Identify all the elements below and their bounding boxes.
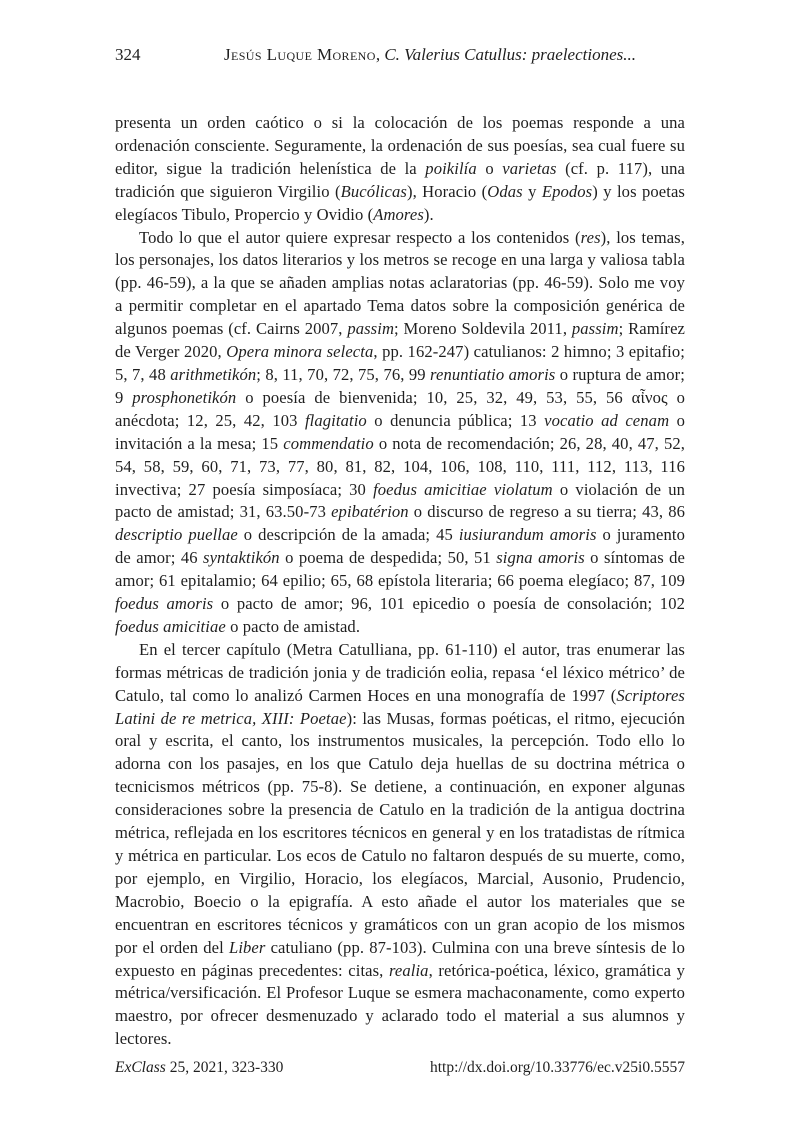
paragraph-third-chapter: En el tercer capítulo (Metra Catulliana, pp. 61-110) el autor, tras enumerar las formas métricas de tradición jonia y de tradición eolia, repasa ‘el léxico métrico’ de Catulo, tal como lo analizó Carmen Hoces en una monografía de 1997 (Scriptores Latini de re metrica, XIII: Poetae): las Musas, formas poéticas, el ritmo, ejecución oral y escrita, el canto, los instrumentos musicales, la percepción. Todo ello lo adorna con los pasajes, en los que Catulo deja huellas de su doctrina métrica o tecnicismos métricos (pp. 75-8). Se detiene, a continuación, en exponer algunas consideraciones sobre la presencia de Catulo en la tradición de la antigua doctrina métrica, reflejada en los escritores técnicos en general y en los tratadistas de rítmica y métrica en particular. Los ecos de Catulo no faltaron después de su muerte, como, por ejemplo, en Virgilio, Horacio, los elegíacos, Marcial, Ausonio, Prudencio, Macrobio, Boecio o la epigrafía. A esto añade el autor los materiales que se encuentran en escritores técnicos y gramáticos con un gran acopio de los mismos por el orden del Liber catuliano (pp. 87-103). Culmina con una breve síntesis de lo expuesto en páginas precedentes: citas, realia, retórica-poética, léxico, gramática y métrica/versificación. El Profesor Luque se esmera machaconamente, como experto maestro, por ofrecer desmenuzado y aclarado todo el material a sus alumnos y lectores.	[115, 639, 686, 1049]
running-title-separator: ,	[375, 45, 385, 64]
running-header	[115, 44, 685, 66]
article-body	[115, 112, 685, 1051]
journal-citation	[115, 1058, 283, 1078]
page-footer	[115, 1058, 685, 1078]
journal-name: ExClass	[115, 1059, 166, 1076]
journal-citation-rest: 25, 2021, 323-330	[165, 1059, 284, 1076]
running-title-work: C. Valerius Catullus: praelectiones...	[384, 45, 636, 64]
doi-link[interactable]: http://dx.doi.org/10.33776/ec.v25i0.5557	[429, 1059, 685, 1076]
paragraph-contents-table: Todo lo que el autor quiere expresar respecto a los contenidos (res), los temas, los personajes, los datos literarios y los metros se recoge en una larga y valiosa tabla (pp. 46-59), a la que se añaden amplias notas aclaratorias (pp. 46-59). Solo me voy a permitir completar en el apartado Tema datos sobre la composición genérica de algunos poemas (cf. Cairns 2007, passim; Moreno Soldevila 2011, passim; Ramírez de Verger 2020, Opera minora selecta, pp. 162-247) catulianos: 2 himno; 3 epitafio; 5, 7, 48 arithmetikón; 8, 11, 70, 72, 75, 76, 99 renuntiatio amoris o ruptura de amor; 9 prosphonetikón o poesía de bienvenida; 10, 25, 32, 49, 53, 55, 56 αἶνος o anécdota; 12, 25, 42, 103 flagitatio o denuncia pública; 13 vocatio ad cenam o invitación a la mesa; 15 commendatio o nota de recomendación; 26, 28, 40, 47, 52, 54, 58, 59, 60, 71, 73, 77, 80, 81, 82, 104, 106, 108, 110, 111, 112, 113, 116 invectiva; 27 poesía simposíaca; 30 foedus amicitiae violatum o violación de un pacto de amistad; 31, 63.50-73 epibatérion o discurso de regreso a su tierra; 43, 86 descriptio puellae o descripción de la amada; 45 iusiurandum amoris o juramento de amor; 46 syntaktikón o poema de despedida; 50, 51 signa amoris o síntomas de amor; 61 epitalamio; 64 epilio; 65, 68 epístola literaria; 66 poema elegíaco; 87, 109 foedus amoris o pacto de amor; 96, 101 epicedio o poesía de consolación; 102 foedus amicitiae o pacto de amistad.	[115, 227, 686, 636]
running-title	[115, 44, 685, 66]
running-title-author: Jesús Luque Moreno	[223, 45, 376, 64]
page-number: 324	[115, 45, 141, 64]
paragraph-continuation: presenta un orden caótico o si la colocación de los poemas responde a una ordenación consciente. Seguramente, la ordenación de sus poesías, sea cual fuere su editor, sigue la tradición helenística de la poikilía o varietas (cf. p. 117), una tradición que siguieron Virgilio (Bucólicas), Horacio (Odas y Epodos) y los poetas elegíacos Tibulo, Propercio y Ovidio (Amores).	[115, 113, 685, 224]
